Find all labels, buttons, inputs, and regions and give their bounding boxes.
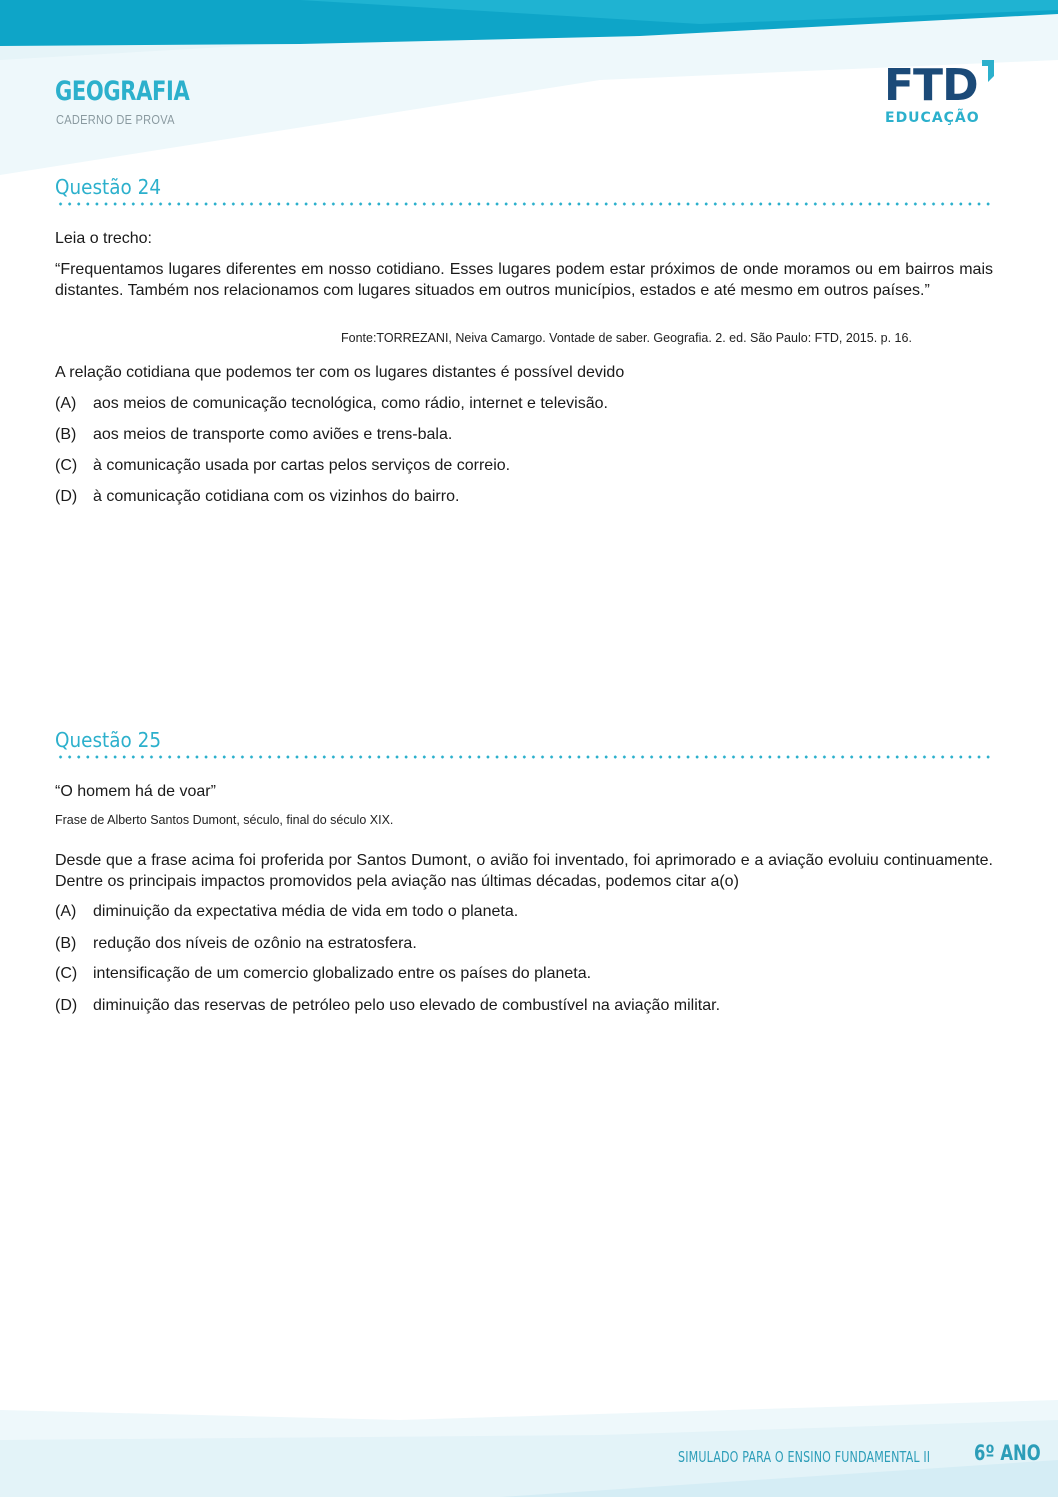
question-25-title: Questão 25 [55,728,162,752]
q24-option-c[interactable] [55,456,510,476]
subject-subtitle: CADERNO DE PROVA [56,112,175,127]
q24-option-d[interactable] [55,487,459,507]
q25-option-a[interactable] [55,902,518,922]
q25-stem: Desde que a frase acima foi proferida por Santos Dumont, o avião foi inventado, foi aprimorado e a aviação evoluiu continuamente. Dentre os principais impactos promovidos pela aviação nas últimas décadas, podemos citar a(o) [55,852,993,890]
option-letter: (A) [55,903,77,920]
question-24-title: Questão 24 [55,175,162,199]
option-text: aos meios de comunicação tecnológica, como rádio, internet e televisão. [93,395,608,412]
option-text: à comunicação cotidiana com os vizinhos do bairro. [93,488,460,505]
subject-title: GEOGRAFIA [55,76,190,107]
q24-option-a[interactable] [55,394,608,414]
q25-option-b[interactable] [55,934,417,954]
q25-option-c[interactable] [55,964,591,984]
option-letter: (C) [55,965,78,982]
logo-corner-icon [976,60,994,82]
option-letter: (C) [55,457,78,474]
logo-main-text: FTD [884,60,978,111]
q25-quote: “O homem há de voar” [55,783,216,800]
option-text: intensificação de um comercio globalizado entre os países do planeta. [93,965,592,982]
option-text: à comunicação usada por cartas pelos serviços de correio. [93,457,511,474]
ftd-logo [880,60,1000,130]
dotted-divider [56,755,990,759]
q24-source: Fonte:TORREZANI, Neiva Camargo. Vontade de saber. Geografia. 2. ed. São Paulo: FTD, 2015. p. 16. [341,331,912,345]
q24-intro: Leia o trecho: [55,230,152,247]
option-letter: (B) [55,426,77,443]
footer-exam-name: SIMULADO PARA O ENSINO FUNDAMENTAL II [678,1448,931,1466]
option-letter: (B) [55,935,77,952]
option-letter: (D) [55,997,78,1014]
q25-source: Frase de Alberto Santos Dumont, século, final do século XIX. [55,813,394,827]
q24-option-b[interactable] [55,425,452,445]
option-text: diminuição das reservas de petróleo pelo uso elevado de combustível na aviação militar. [93,997,721,1014]
footer-grade: 6º ANO [974,1441,1041,1465]
option-letter: (D) [55,488,78,505]
option-text: redução dos níveis de ozônio na estratosfera. [93,935,417,952]
dotted-divider [56,202,990,206]
logo-sub-text: EDUCAÇÃO [885,110,980,126]
option-text: aos meios de transporte como aviões e trens-bala. [93,426,453,443]
option-letter: (A) [55,395,77,412]
q24-quote: “Frequentamos lugares diferentes em nosso cotidiano. Esses lugares podem estar próximos de onde moramos ou em bairros mais distantes. Também nos relacionamos com lugares situados em outros municípios, estados e até mesmo em outros países.” [55,261,993,299]
option-text: diminuição da expectativa média de vida em todo o planeta. [93,903,519,920]
q24-stem: A relação cotidiana que podemos ter com os lugares distantes é possível devido [55,364,625,381]
q25-option-d[interactable] [55,996,720,1016]
